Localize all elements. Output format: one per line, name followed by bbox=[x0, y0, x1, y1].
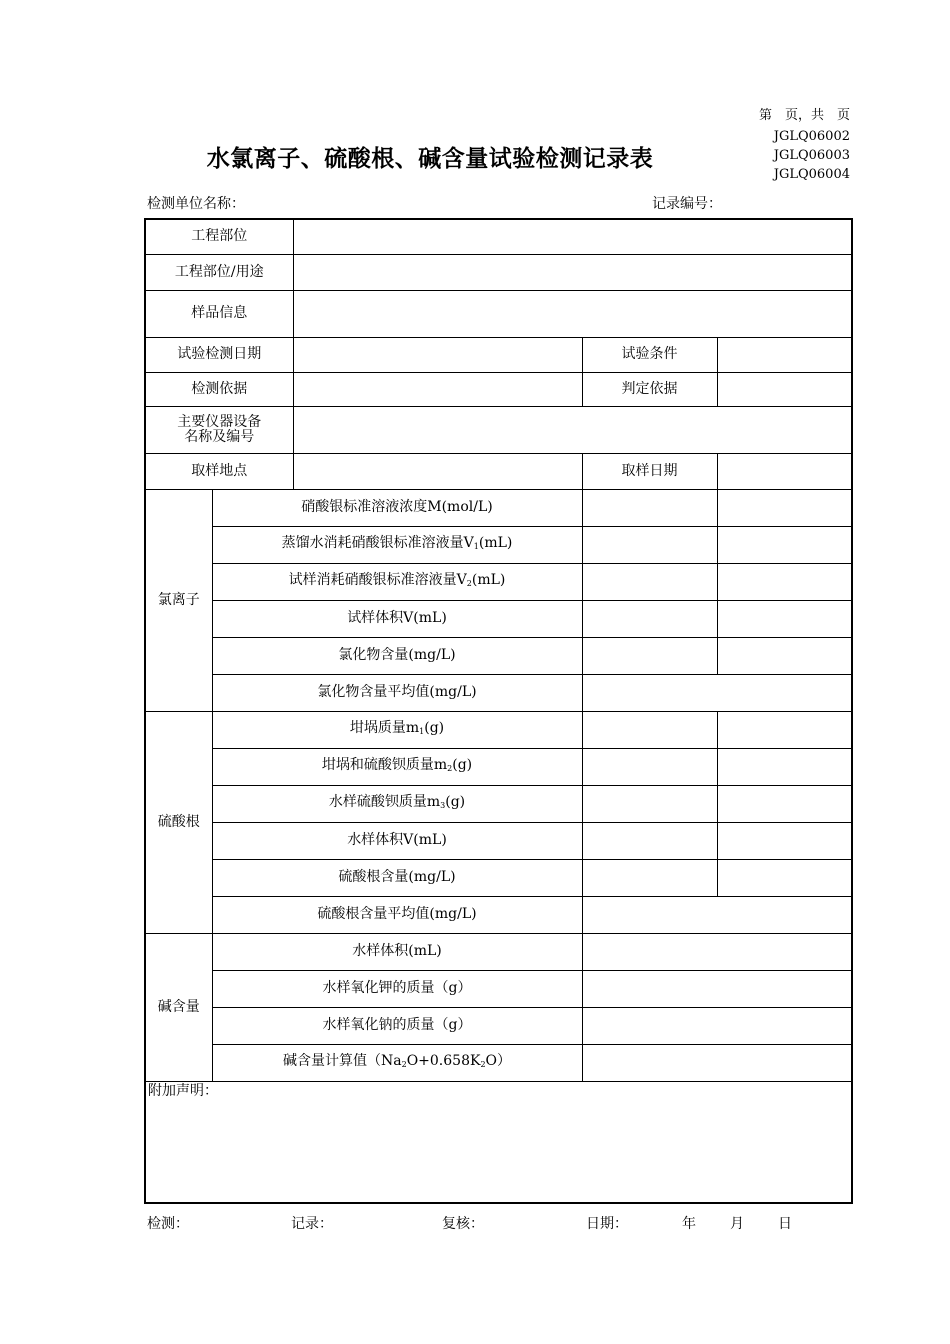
sulfate-barium-mass-value-2[interactable] bbox=[717, 785, 852, 822]
sulfate-crucible-mass-unit: (g) bbox=[424, 719, 445, 736]
sulfate-crucible-barium-unit: (g) bbox=[452, 756, 473, 773]
date-year-label: 年 bbox=[682, 1216, 696, 1232]
form-code-1: JGLQ06002 bbox=[773, 129, 850, 144]
sulfate-section-label: 硫酸根 bbox=[145, 711, 212, 933]
sulfate-crucible-barium-value-1[interactable] bbox=[582, 748, 717, 785]
alkali-k2o-mass-value[interactable] bbox=[582, 970, 852, 1007]
chloride-row-6 bbox=[145, 674, 852, 711]
alkali-na2o-mass-label: 水样氧化钠的质量（g） bbox=[212, 1007, 582, 1044]
chloride-sample-consumed-unit: (mL) bbox=[471, 571, 506, 588]
alkali-section-label: 碱含量 bbox=[145, 933, 212, 1081]
date-month-label: 月 bbox=[730, 1216, 744, 1232]
alkali-calculated-label bbox=[212, 1044, 582, 1081]
chloride-sample-consumed-text: 试样消耗硝酸银标准溶液量V bbox=[288, 571, 467, 588]
page-title: 水氯离子、硫酸根、碱含量试验检测记录表 bbox=[206, 146, 654, 172]
alkali-calc-text-3: O） bbox=[485, 1052, 512, 1069]
chloride-blank-volume-text: 蒸馏水消耗硝酸银标准溶液量V bbox=[281, 534, 474, 551]
alkali-calc-subscript-1: 2 bbox=[401, 1059, 407, 1069]
equipment-label-line2: 名称及编号 bbox=[184, 428, 255, 445]
sulfate-barium-mass-value-1[interactable] bbox=[582, 785, 717, 822]
chloride-blank-volume-value-1[interactable] bbox=[582, 526, 717, 563]
test-date-label: 试验检测日期 bbox=[145, 337, 293, 372]
chloride-sample-consumed-subscript: 2 bbox=[466, 578, 472, 588]
sampling-date-value[interactable] bbox=[717, 453, 852, 489]
date-label: 日期： bbox=[586, 1216, 628, 1232]
chloride-sample-consumed-value-2[interactable] bbox=[717, 563, 852, 600]
row-project-use bbox=[145, 254, 852, 290]
chloride-content-value-2[interactable] bbox=[717, 637, 852, 674]
row-sample-info bbox=[145, 290, 852, 337]
sulfate-average-label: 硫酸根含量平均值(mg/L) bbox=[212, 896, 582, 933]
alkali-sample-volume-value[interactable] bbox=[582, 933, 852, 970]
test-basis-label: 检测依据 bbox=[145, 372, 293, 406]
sampling-date-label: 取样日期 bbox=[582, 453, 717, 489]
chloride-section-label: 氯离子 bbox=[145, 489, 212, 711]
alkali-calc-subscript-2: 2 bbox=[480, 1059, 486, 1069]
equipment-label bbox=[145, 406, 293, 453]
form-code-3: JGLQ06004 bbox=[773, 167, 850, 182]
alkali-k2o-mass-label: 水样氧化钾的质量（g） bbox=[212, 970, 582, 1007]
org-name-label: 检测单位名称： bbox=[147, 196, 245, 212]
chloride-row-2 bbox=[145, 526, 852, 563]
chloride-sample-volume-label: 试样体积V(mL) bbox=[212, 600, 582, 637]
sulfate-crucible-mass-text: 坩埚质量m bbox=[349, 719, 420, 736]
sulfate-crucible-barium-mass-label bbox=[212, 748, 582, 785]
judge-basis-label: 判定依据 bbox=[582, 372, 717, 406]
chloride-blank-volume-label bbox=[212, 526, 582, 563]
project-use-value[interactable] bbox=[293, 254, 852, 290]
project-part-label: 工程部位 bbox=[145, 219, 293, 254]
additional-statement[interactable] bbox=[145, 1081, 852, 1203]
sulfate-crucible-mass-value-2[interactable] bbox=[717, 711, 852, 748]
page-info: 第 页，共 页 bbox=[758, 108, 850, 123]
equipment-value[interactable] bbox=[293, 406, 852, 453]
alkali-calc-text-1: 碱含量计算值（Na bbox=[282, 1052, 402, 1069]
sulfate-crucible-mass-label bbox=[212, 711, 582, 748]
recorder-label: 记录： bbox=[291, 1216, 333, 1232]
alkali-sample-volume-label: 水样体积(mL) bbox=[212, 933, 582, 970]
chloride-concentration-value-1[interactable] bbox=[582, 489, 717, 526]
alkali-row-3 bbox=[145, 1007, 852, 1044]
chloride-concentration-label: 硝酸银标准溶液浓度M(mol/L) bbox=[212, 489, 582, 526]
alkali-row-1 bbox=[145, 933, 852, 970]
test-basis-value[interactable] bbox=[293, 372, 582, 406]
alkali-row-4 bbox=[145, 1044, 852, 1081]
form-code-2: JGLQ06003 bbox=[773, 148, 850, 163]
sulfate-row-3 bbox=[145, 785, 852, 822]
additional-statement-label: 附加声明： bbox=[148, 1082, 218, 1099]
sulfate-sample-volume-value-1[interactable] bbox=[582, 822, 717, 859]
test-date-value[interactable] bbox=[293, 337, 582, 372]
chloride-row-1 bbox=[145, 489, 852, 526]
chloride-average-label: 氯化物含量平均值(mg/L) bbox=[212, 674, 582, 711]
chloride-row-3 bbox=[145, 563, 852, 600]
row-equipment bbox=[145, 406, 852, 453]
equipment-label-line1: 主要仪器设备 bbox=[177, 413, 262, 430]
sulfate-average-value[interactable] bbox=[582, 896, 852, 933]
sulfate-barium-mass-text: 水样硫酸钡质量m bbox=[328, 793, 441, 810]
sulfate-row-2 bbox=[145, 748, 852, 785]
chloride-row-4 bbox=[145, 600, 852, 637]
record-form-table bbox=[144, 218, 853, 1204]
chloride-content-value-1[interactable] bbox=[582, 637, 717, 674]
alkali-row-2 bbox=[145, 970, 852, 1007]
sulfate-sample-volume-label: 水样体积V(mL) bbox=[212, 822, 582, 859]
test-condition-label: 试验条件 bbox=[582, 337, 717, 372]
sampling-place-value[interactable] bbox=[293, 453, 582, 489]
alkali-calc-text-2: O+0.658K bbox=[406, 1052, 481, 1069]
sample-info-label: 样品信息 bbox=[145, 290, 293, 337]
chloride-row-5 bbox=[145, 637, 852, 674]
sulfate-crucible-barium-text: 坩埚和硫酸钡质量m bbox=[321, 756, 448, 773]
sulfate-row-6 bbox=[145, 896, 852, 933]
chloride-concentration-value-2[interactable] bbox=[717, 489, 852, 526]
project-use-label: 工程部位/用途 bbox=[145, 254, 293, 290]
chloride-blank-volume-subscript: 1 bbox=[473, 541, 479, 551]
sulfate-sample-volume-value-2[interactable] bbox=[717, 822, 852, 859]
sulfate-row-1 bbox=[145, 711, 852, 748]
chloride-average-value[interactable] bbox=[582, 674, 852, 711]
chloride-sample-volume-value-2[interactable] bbox=[717, 600, 852, 637]
row-sampling bbox=[145, 453, 852, 489]
sulfate-row-5 bbox=[145, 859, 852, 896]
sulfate-content-value-2[interactable] bbox=[717, 859, 852, 896]
reviewer-label: 复核： bbox=[442, 1216, 484, 1232]
judge-basis-value[interactable] bbox=[717, 372, 852, 406]
chloride-content-label: 氯化物含量(mg/L) bbox=[212, 637, 582, 674]
sulfate-crucible-barium-subscript: 2 bbox=[447, 763, 453, 773]
sulfate-barium-mass-subscript: 3 bbox=[440, 800, 446, 810]
tester-label: 检测： bbox=[147, 1216, 189, 1232]
sulfate-barium-mass-label bbox=[212, 785, 582, 822]
sulfate-content-value-1[interactable] bbox=[582, 859, 717, 896]
alkali-na2o-mass-value[interactable] bbox=[582, 1007, 852, 1044]
record-number-label: 记录编号： bbox=[652, 196, 722, 212]
sample-info-value[interactable] bbox=[293, 290, 852, 337]
chloride-sample-consumed-value-1[interactable] bbox=[582, 563, 717, 600]
date-day-label: 日 bbox=[778, 1216, 792, 1232]
project-part-value[interactable] bbox=[293, 219, 852, 254]
test-condition-value[interactable] bbox=[717, 337, 852, 372]
row-test-basis bbox=[145, 372, 852, 406]
alkali-calculated-value[interactable] bbox=[582, 1044, 852, 1081]
chloride-blank-volume-unit: (mL) bbox=[478, 534, 513, 551]
chloride-sample-volume-consumed-label bbox=[212, 563, 582, 600]
chloride-blank-volume-value-2[interactable] bbox=[717, 526, 852, 563]
sulfate-barium-mass-unit: (g) bbox=[445, 793, 466, 810]
row-test-date bbox=[145, 337, 852, 372]
sampling-place-label: 取样地点 bbox=[145, 453, 293, 489]
sulfate-row-4 bbox=[145, 822, 852, 859]
sulfate-content-label: 硫酸根含量(mg/L) bbox=[212, 859, 582, 896]
sulfate-crucible-mass-value-1[interactable] bbox=[582, 711, 717, 748]
row-additional-statement bbox=[145, 1081, 852, 1203]
chloride-sample-volume-value-1[interactable] bbox=[582, 600, 717, 637]
sulfate-crucible-mass-subscript: 1 bbox=[419, 726, 425, 736]
row-project-part bbox=[145, 219, 852, 254]
sulfate-crucible-barium-value-2[interactable] bbox=[717, 748, 852, 785]
